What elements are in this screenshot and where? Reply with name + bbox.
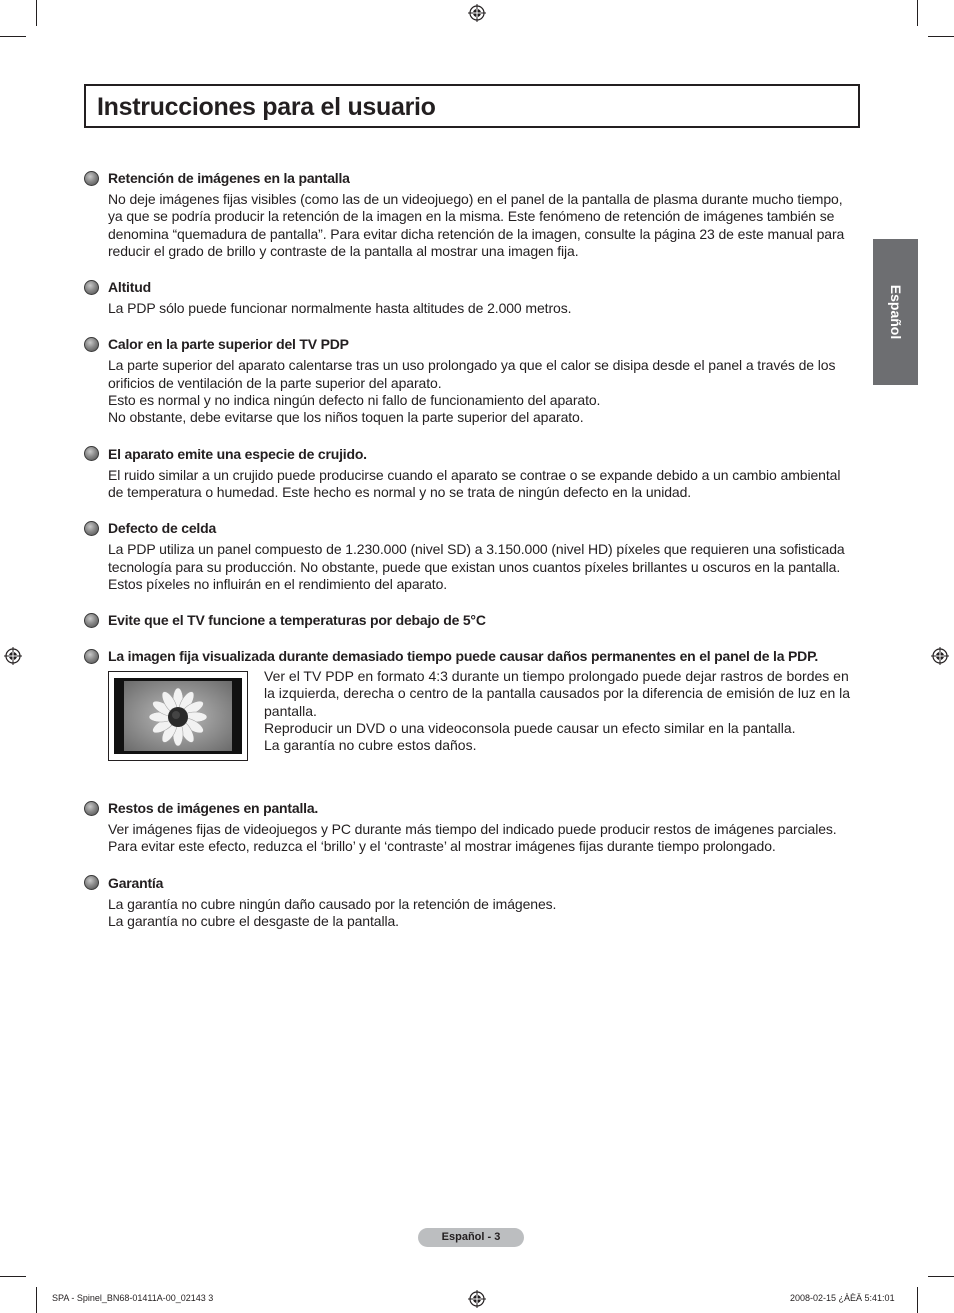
body-line: El ruido similar a un crujido puede producirse cuando el aparato se contrae o se expande debido a un cambio ambiental <box>108 466 841 483</box>
title-box <box>84 84 860 128</box>
section-heading <box>84 611 854 629</box>
section-heading <box>84 169 854 187</box>
body-line: denomina “quemadura de pantalla”. Para evitar dicha retención de la imagen, consulte la página 23 de este manual para <box>108 225 845 242</box>
bullet-icon <box>84 801 99 816</box>
body-line: Esto es normal y no indica ningún defecto ni fallo de funcionamiento del aparato. <box>108 392 601 409</box>
section-body <box>108 357 854 426</box>
bullet-icon <box>84 280 99 295</box>
body-line: Ver el TV PDP en formato 4:3 durante un tiempo prolongado puede dejar rastros de bordes en <box>264 668 849 685</box>
page-title: Instrucciones para el usuario <box>97 93 436 121</box>
crop-mark <box>917 0 918 26</box>
section-body <box>108 191 854 260</box>
crop-mark <box>36 1287 37 1313</box>
body-line: de temperatura o humedad. Este hecho es normal y no se trata de ningún defecto en la unidad. <box>108 483 692 500</box>
section-heading <box>84 874 854 892</box>
body-line: No deje imágenes fijas visibles (como las de un videojuego) en el panel de la pantalla de plasma durante mucho tiempo, <box>108 191 843 207</box>
language-side-tab <box>873 239 918 385</box>
body-line: La parte superior del aparato calentarse tras un uso prolongado ya que el calor se disipa desde el panel a través de los <box>108 357 836 374</box>
footer-file-slug: SPA - Spinel_BN68-01411A-00_02143 3 <box>52 1293 214 1303</box>
flower-screen-image <box>114 678 242 754</box>
crop-mark <box>0 36 26 37</box>
section-heading-text: Defecto de celda <box>108 520 217 537</box>
registration-mark-icon <box>468 1290 486 1308</box>
crop-mark <box>928 36 954 37</box>
screen-image-frame <box>108 671 248 761</box>
page-number-badge: Español - 3 <box>418 1228 524 1247</box>
bullet-icon <box>84 875 99 890</box>
body-line: La garantía no cubre estos daños. <box>264 737 477 754</box>
section-crujido <box>84 445 854 502</box>
crop-mark <box>0 1276 26 1277</box>
body-line: ya que se podría producir la retención de la imagen en la misma. Este fenómeno de retención de imágenes también se <box>108 208 835 225</box>
section-heading <box>84 278 854 296</box>
body-line: La garantía no cubre el desgaste de la pantalla. <box>108 913 399 930</box>
section-heading <box>84 335 854 353</box>
registration-mark-icon <box>931 647 949 665</box>
section-body <box>108 467 854 502</box>
section-heading <box>84 647 854 665</box>
section-heading-text: El aparato emite una especie de crujido. <box>108 445 367 462</box>
section-heading <box>84 519 854 537</box>
section-body <box>108 821 854 856</box>
section-body <box>108 541 854 593</box>
flower-screen-image-graphic <box>124 681 232 751</box>
bullet-icon <box>84 613 99 628</box>
section-heading-text: Garantía <box>108 874 164 891</box>
bullet-icon <box>84 337 99 352</box>
section-heading <box>84 445 854 463</box>
bullet-icon <box>84 649 99 664</box>
crop-mark <box>917 1287 918 1313</box>
body-line: La PDP sólo puede funcionar normalmente hasta altitudes de 2.000 metros. <box>108 300 572 317</box>
section-retencion <box>84 169 854 260</box>
section-heading <box>84 799 854 817</box>
body-line: Para evitar este efecto, reduzca el ‘brillo’ y el ‘contraste’ al mostrar imágenes fijas durante tiempo prolongado. <box>108 838 776 855</box>
content <box>84 169 854 948</box>
section-heading-text: Restos de imágenes en pantalla. <box>108 800 319 817</box>
body-line: reducir el grado de brillo y contraste de la pantalla al mostrar una imagen fija. <box>108 242 579 259</box>
language-side-tab-label: Español <box>887 284 904 340</box>
section-calor <box>84 335 854 426</box>
body-line: Estos píxeles no influirán en el rendimiento del aparato. <box>108 575 448 592</box>
section-altitud <box>84 278 854 317</box>
body-line: No obstante, debe evitarse que los niños toquen la parte superior del aparato. <box>108 409 584 426</box>
section-body <box>108 896 854 931</box>
crop-mark <box>928 1276 954 1277</box>
body-line: La garantía no cubre ningún daño causado por la retención de imágenes. <box>108 895 557 912</box>
body-line: orificios de ventilación de la parte superior del aparato. <box>108 374 442 391</box>
image-description <box>264 668 850 761</box>
bullet-icon <box>84 171 99 186</box>
section-temperatura <box>84 611 854 629</box>
section-heading-text: Altitud <box>108 279 151 296</box>
image-row <box>108 668 854 761</box>
body-line: Reproducir un DVD o una videoconsola puede causar un efecto similar en la pantalla. <box>264 720 796 737</box>
section-imagen-fija <box>84 647 854 761</box>
section-body <box>108 300 854 317</box>
bullet-icon <box>84 521 99 536</box>
footer-timestamp: 2008-02-15 ¿ÀÈÄ 5:41:01 <box>790 1293 895 1303</box>
section-restos <box>84 799 854 856</box>
body-line: pantalla. <box>264 702 317 719</box>
section-heading-text: Calor en la parte superior del TV PDP <box>108 336 349 353</box>
section-heading-text: Evite que el TV funcione a temperaturas por debajo de 5°C <box>108 612 486 629</box>
registration-mark-icon <box>468 4 486 22</box>
section-heading-text: Retención de imágenes en la pantalla <box>108 170 350 186</box>
bullet-icon <box>84 446 99 461</box>
body-line: Ver imágenes fijas de videojuegos y PC durante más tiempo del indicado puede producir restos de imágenes parciales. <box>108 821 837 838</box>
section-garantia <box>84 874 854 931</box>
section-heading-text: La imagen fija visualizada durante demasiado tiempo puede causar daños permanentes en el panel de la PDP. <box>108 648 819 665</box>
body-line: tecnología para su producción. No obstante, puede que existan unos cuantos píxeles brillantes u oscuros en la pantalla. <box>108 558 841 575</box>
registration-mark-icon <box>4 647 22 665</box>
body-line: La PDP utiliza un panel compuesto de 1.230.000 (nivel SD) a 3.150.000 (nivel HD) píxeles que requieren una sofisticada <box>108 541 845 558</box>
body-line: la izquierda, derecha o centro de la pantalla causados por la diferencia de emisión de luz en la <box>264 685 851 702</box>
crop-mark <box>36 0 37 26</box>
section-defecto-celda <box>84 519 854 593</box>
